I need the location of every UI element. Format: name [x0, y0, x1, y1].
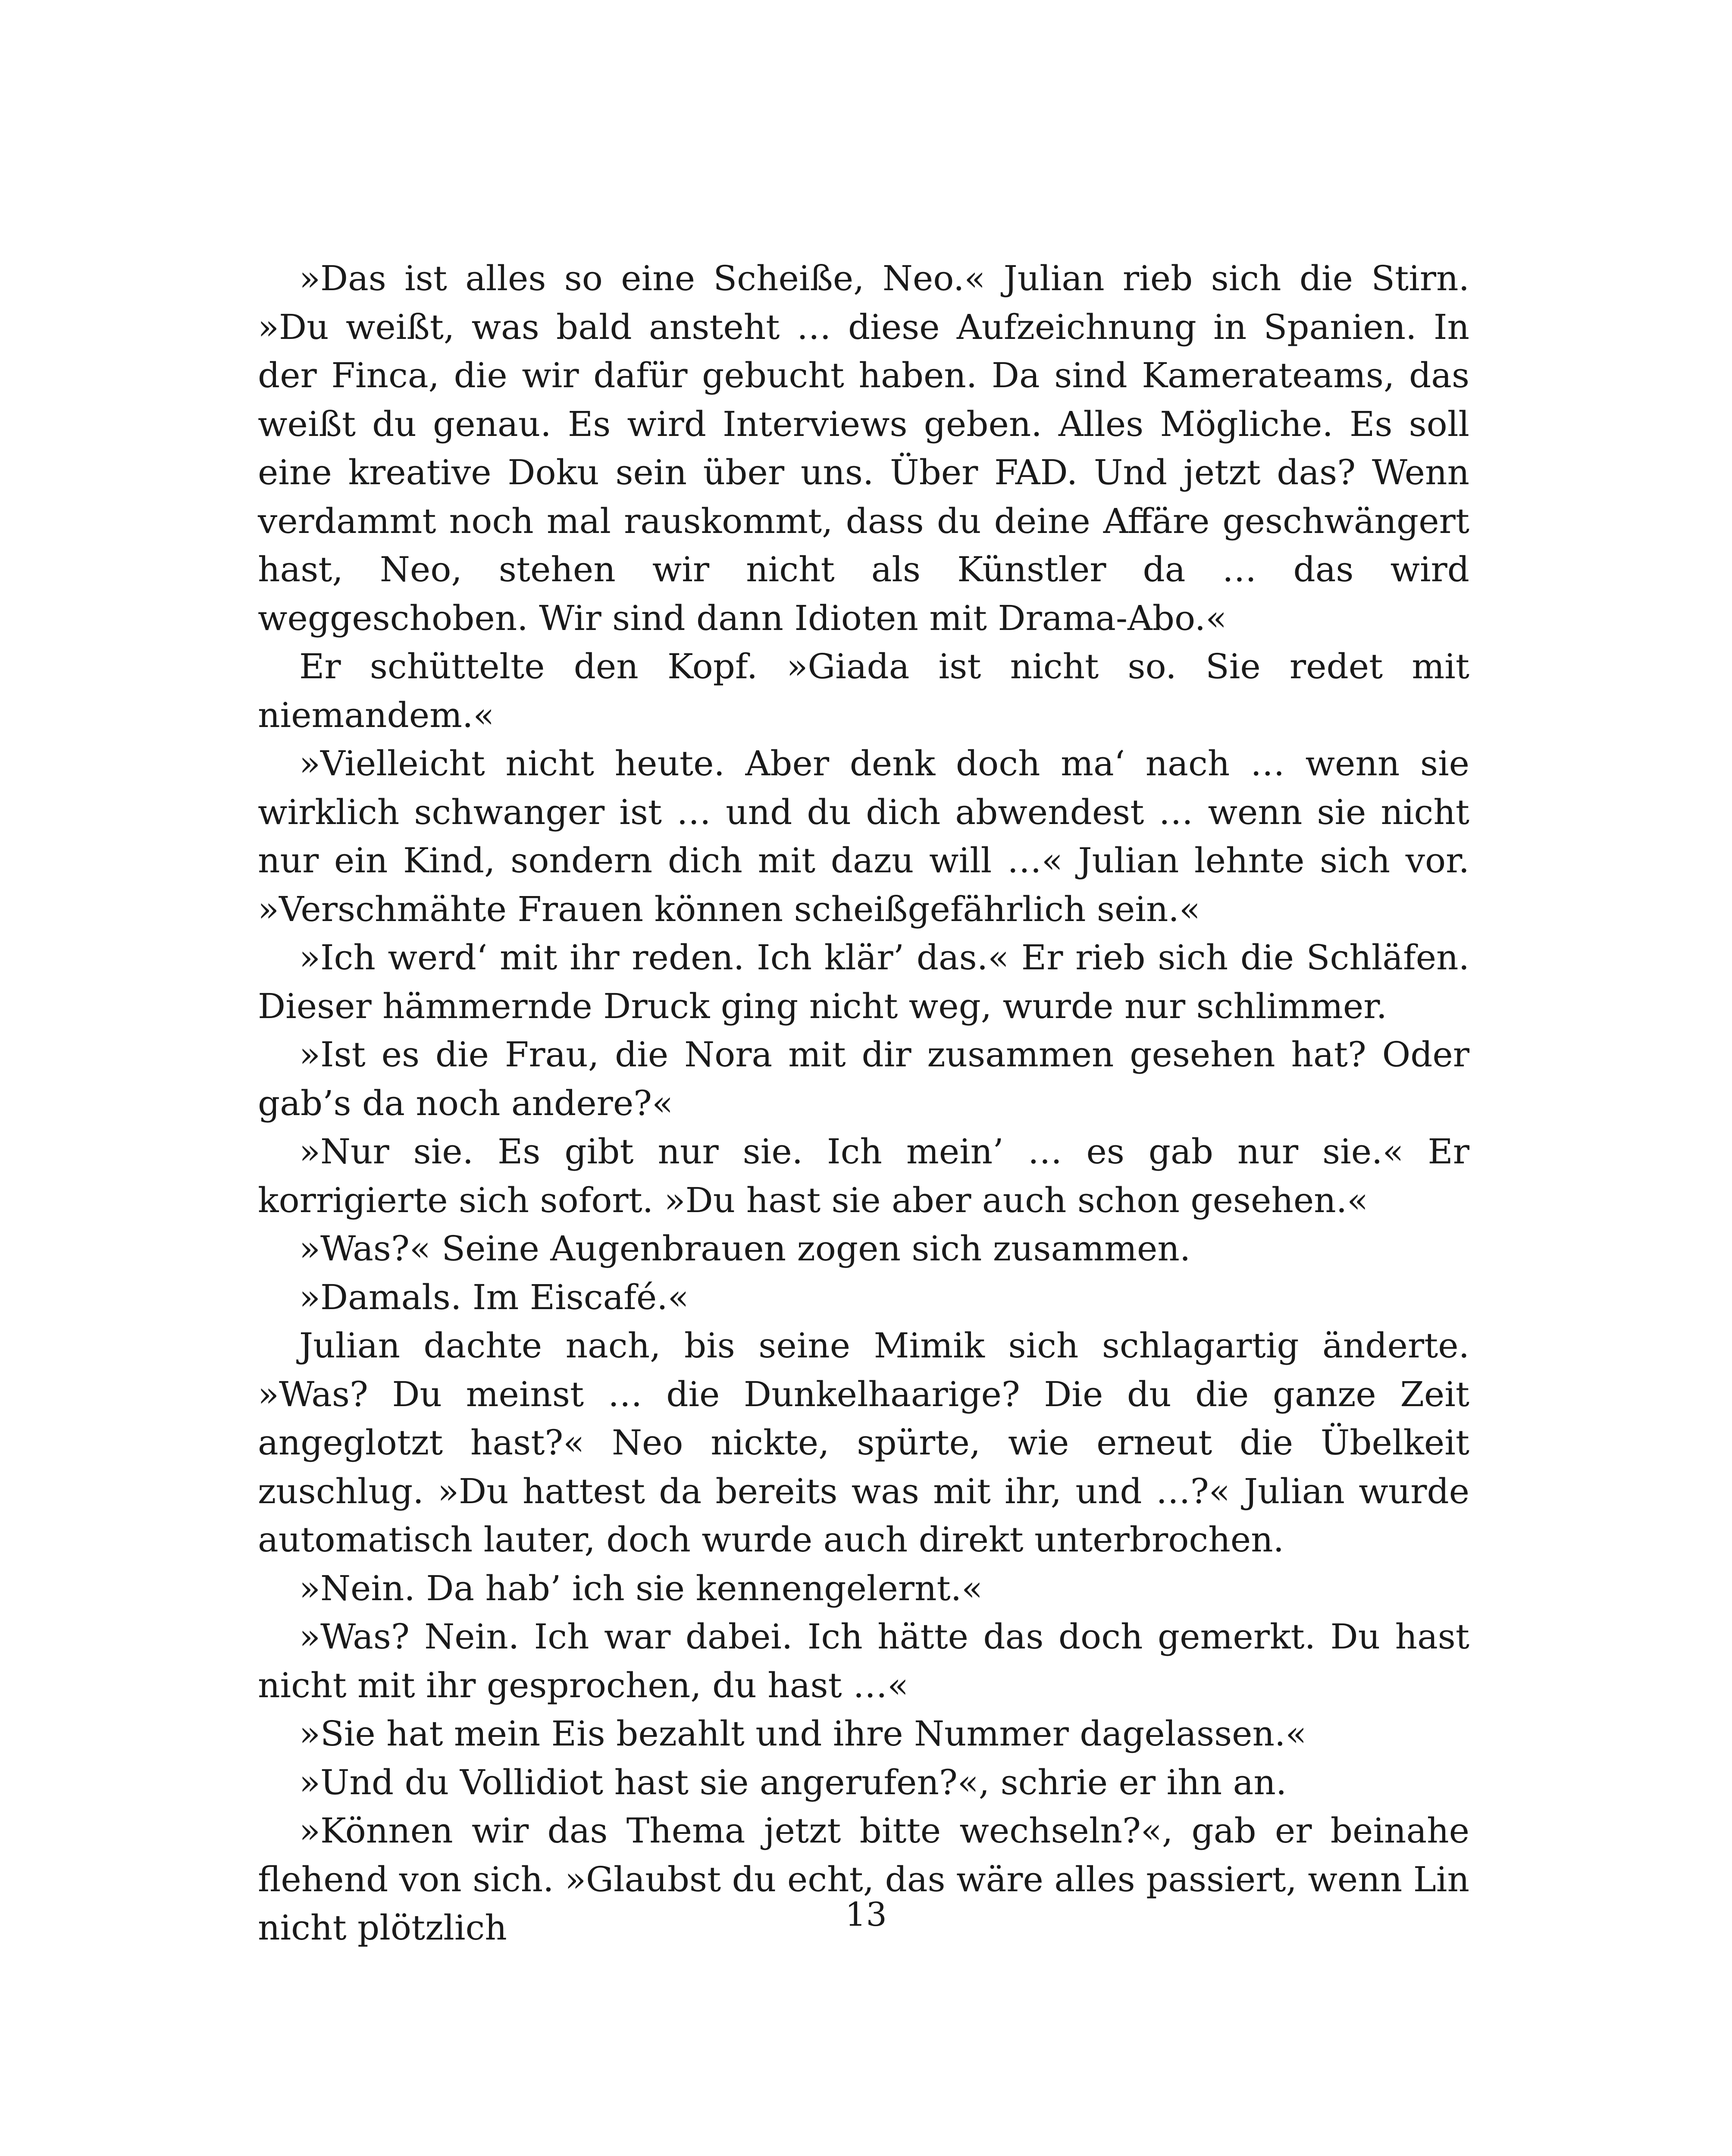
paragraph: »Vielleicht nicht heute. Aber denk doch ma‘ nach … wenn sie wirklich schwanger ist … und du dich abwendest … wenn sie nicht nur ein Kind, sondern dich mit dazu will …« Julian lehnte sich vor. »Verschmähte Frauen können scheißgefährlich sein.«: [258, 743, 1469, 929]
paragraph: »Ist es die Frau, die Nora mit dir zusammen gesehen hat? Oder gab’s da noch andere?«: [258, 1034, 1469, 1123]
paragraph: »Sie hat mein Eis bezahlt und ihre Nummer dagelassen.«: [299, 1714, 1307, 1754]
paragraph: »Ich werd‘ mit ihr reden. Ich klär’ das.« Er rieb sich die Schläfen. Dieser hämmernde Druck ging nicht weg, wurde nur schlimmer.: [258, 937, 1469, 1026]
paragraph: »Das ist alles so eine Scheiße, Neo.« Julian rieb sich die Stirn. »Du weißt, was bald ansteht … diese Aufzeichnung in Spanien. In der Finca, die wir dafür gebucht haben. Da sind Kamerateams, das weißt du genau. Es wird Interviews geben. Alles Mögliche. Es soll eine kreative Doku sein über uns. Über FAD. Und jetzt das? Wenn verdammt noch mal rauskommt, dass du deine Affäre geschwängert hast, Neo, stehen wir nicht als Künstler da … das wird weggeschoben. Wir sind dann Idioten mit Drama-Abo.«: [258, 258, 1469, 638]
paragraph: »Was? Nein. Ich war dabei. Ich hätte das doch gemerkt. Du hast nicht mit ihr gesprochen, du hast …«: [258, 1617, 1469, 1705]
paragraph: »Damals. Im Eiscafé.«: [299, 1277, 689, 1317]
paragraph: »Und du Vollidiot hast sie angerufen?«, schrie er ihn an.: [299, 1762, 1287, 1802]
paragraph: Er schüttelte den Kopf. »Giada ist nicht so. Sie redet mit niemandem.«: [258, 646, 1469, 735]
paragraph: »Nur sie. Es gibt nur sie. Ich mein’ … es gab nur sie.« Er korrigierte sich sofort. »Du hast sie aber auch schon gesehen.«: [258, 1131, 1469, 1220]
paragraph: »Was?« Seine Augenbrauen zogen sich zusammen.: [299, 1228, 1191, 1269]
paragraph: Julian dachte nach, bis seine Mimik sich schlagartig änderte. »Was? Du meinst … die Dunkelhaarige? Die du die ganze Zeit angeglotzt hast?« Neo nickte, spürte, wie erneut die Übelkeit zuschlug. »Du hattest da bereits was mit ihr, und …?« Julian wurde automatisch lauter, doch wurde auch direkt unterbrochen.: [258, 1326, 1469, 1560]
paragraph: »Nein. Da hab’ ich sie kennengelernt.«: [299, 1568, 983, 1608]
paragraph: »Können wir das Thema jetzt bitte wechseln?«, gab er beinahe flehend von sich. »Glaubst du echt, das wäre alles passiert, wenn Lin nicht plötzlich: [258, 1811, 1469, 1948]
body-text: [258, 254, 1469, 1952]
page-number: 13: [845, 1895, 887, 1934]
